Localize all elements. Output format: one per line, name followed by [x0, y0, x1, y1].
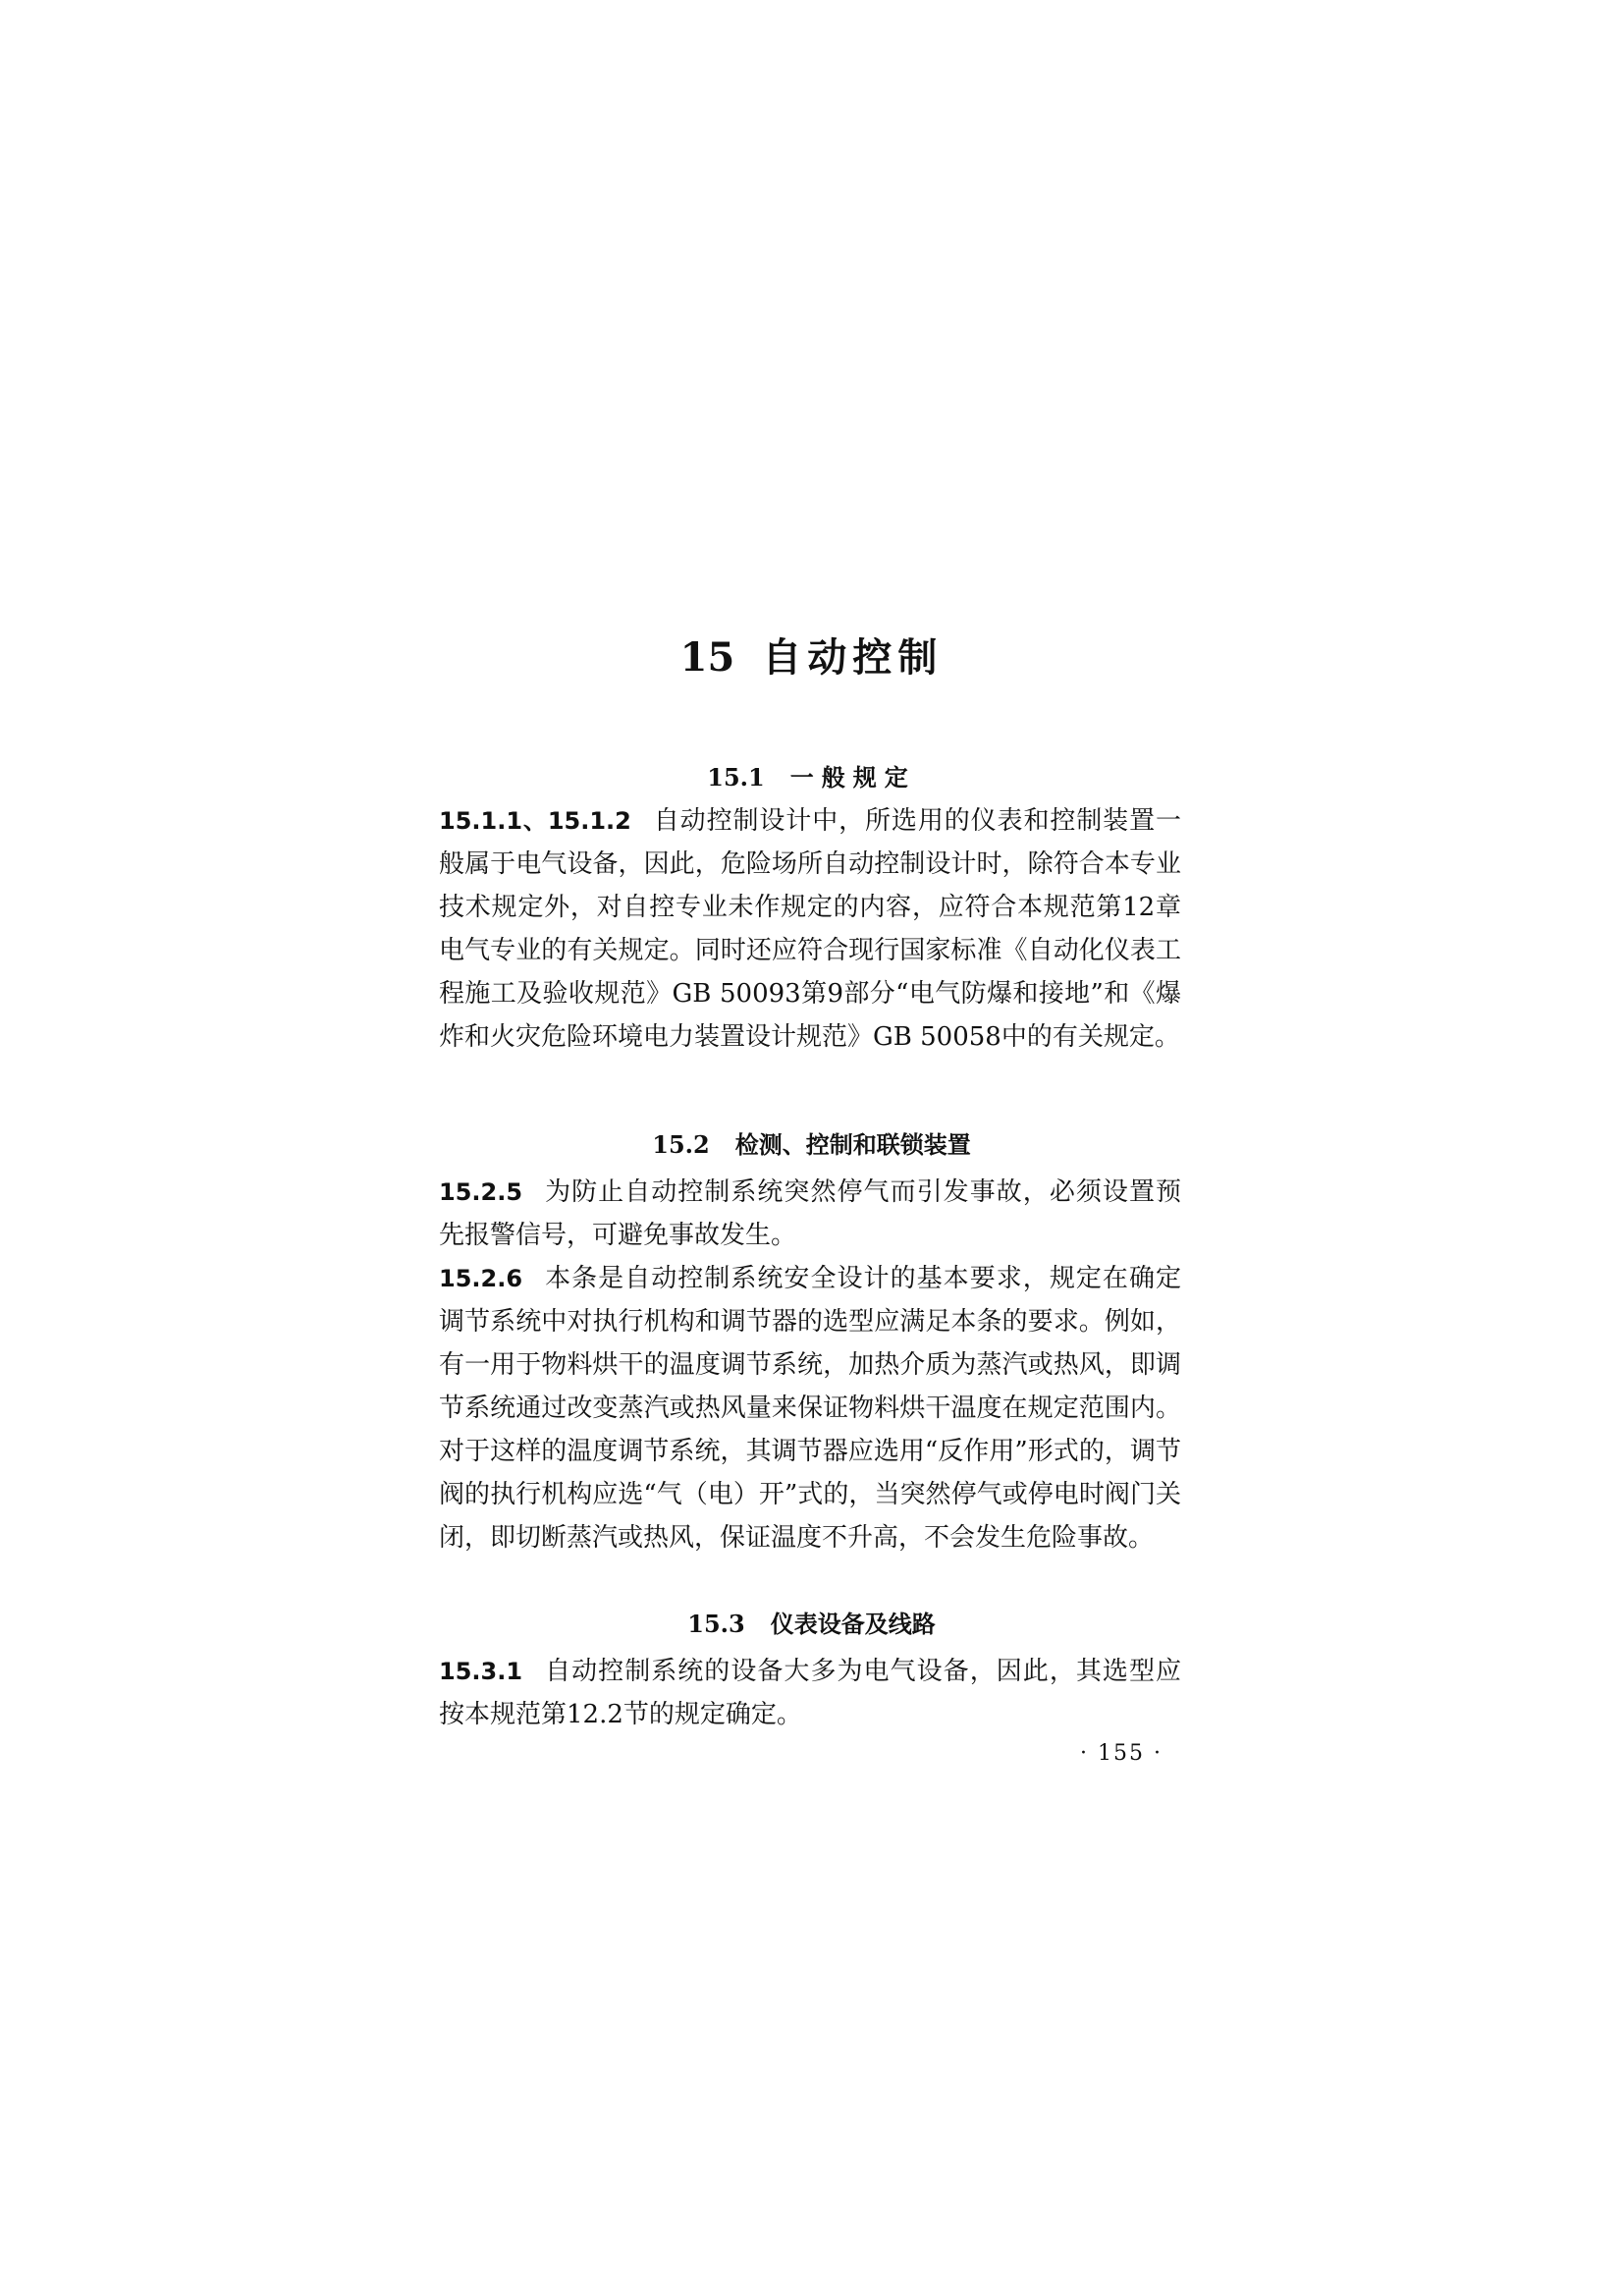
clause-number: 15.2.6: [439, 1265, 523, 1292]
section-number: 15.2: [652, 1130, 710, 1159]
clause-paragraph: [439, 799, 1181, 1059]
clause-paragraph: [439, 1171, 1181, 1257]
section-heading-15-2: [0, 1125, 1623, 1160]
clause-paragraph: [439, 1257, 1181, 1559]
section-title: 一般规定: [789, 763, 916, 792]
section-number: 15.3: [687, 1610, 745, 1638]
clause-number: 15.2.5: [439, 1178, 523, 1206]
clause-text: 自动控制设计中，所选用的仪表和控制装置一般属于电气设备，因此，危险场所自动控制设计时，除符合本专业技术规定外，对自控专业未作规定的内容，应符合本规范第12章电气专业的有关规定。同时还应符合现行国家标准《自动化仪表工程施工及验收规范》GB 50093第9部分“电气防爆和接地”和《爆炸和火灾危险环境电力装置设计规范》GB 50058中的有关规定。: [439, 806, 1181, 1052]
section-heading-15-1: [0, 758, 1623, 793]
chapter-title: [0, 627, 1623, 683]
clause-paragraph: [439, 1650, 1181, 1736]
chapter-number: 15: [679, 634, 735, 681]
clause-text: 自动控制系统的设备大多为电气设备，因此，其选型应按本规范第12.2节的规定确定。: [439, 1657, 1181, 1729]
section-title: 检测、控制和联锁装置: [734, 1130, 971, 1159]
clause-text: 本条是自动控制系统安全设计的基本要求，规定在确定调节系统中对执行机构和调节器的选型应满足本条的要求。例如，有一用于物料烘干的温度调节系统，加热介质为蒸汽或热风，即调节系统通过改变蒸汽或热风量来保证物料烘干温度在规定范围内。对于这样的温度调节系统，其调节器应选用“反作用”形式的，调节阀的执行机构应选“气（电）开”式的，当突然停气或停电时阀门关闭，即切断蒸汽或热风，保证温度不升高，不会发生危险事故。: [439, 1264, 1181, 1553]
section-title: 仪表设备及线路: [770, 1610, 936, 1638]
clause-number: 15.3.1: [439, 1658, 523, 1685]
page-number: · 155 ·: [1080, 1741, 1163, 1766]
chapter-title-text: 自动控制: [762, 634, 944, 681]
section-number: 15.1: [707, 763, 765, 792]
clause-number: 15.1.1、15.1.2: [439, 807, 631, 835]
section-heading-15-3: [0, 1605, 1623, 1639]
clause-text: 为防止自动控制系统突然停气而引发事故，必须设置预先报警信号，可避免事故发生。: [439, 1177, 1181, 1250]
